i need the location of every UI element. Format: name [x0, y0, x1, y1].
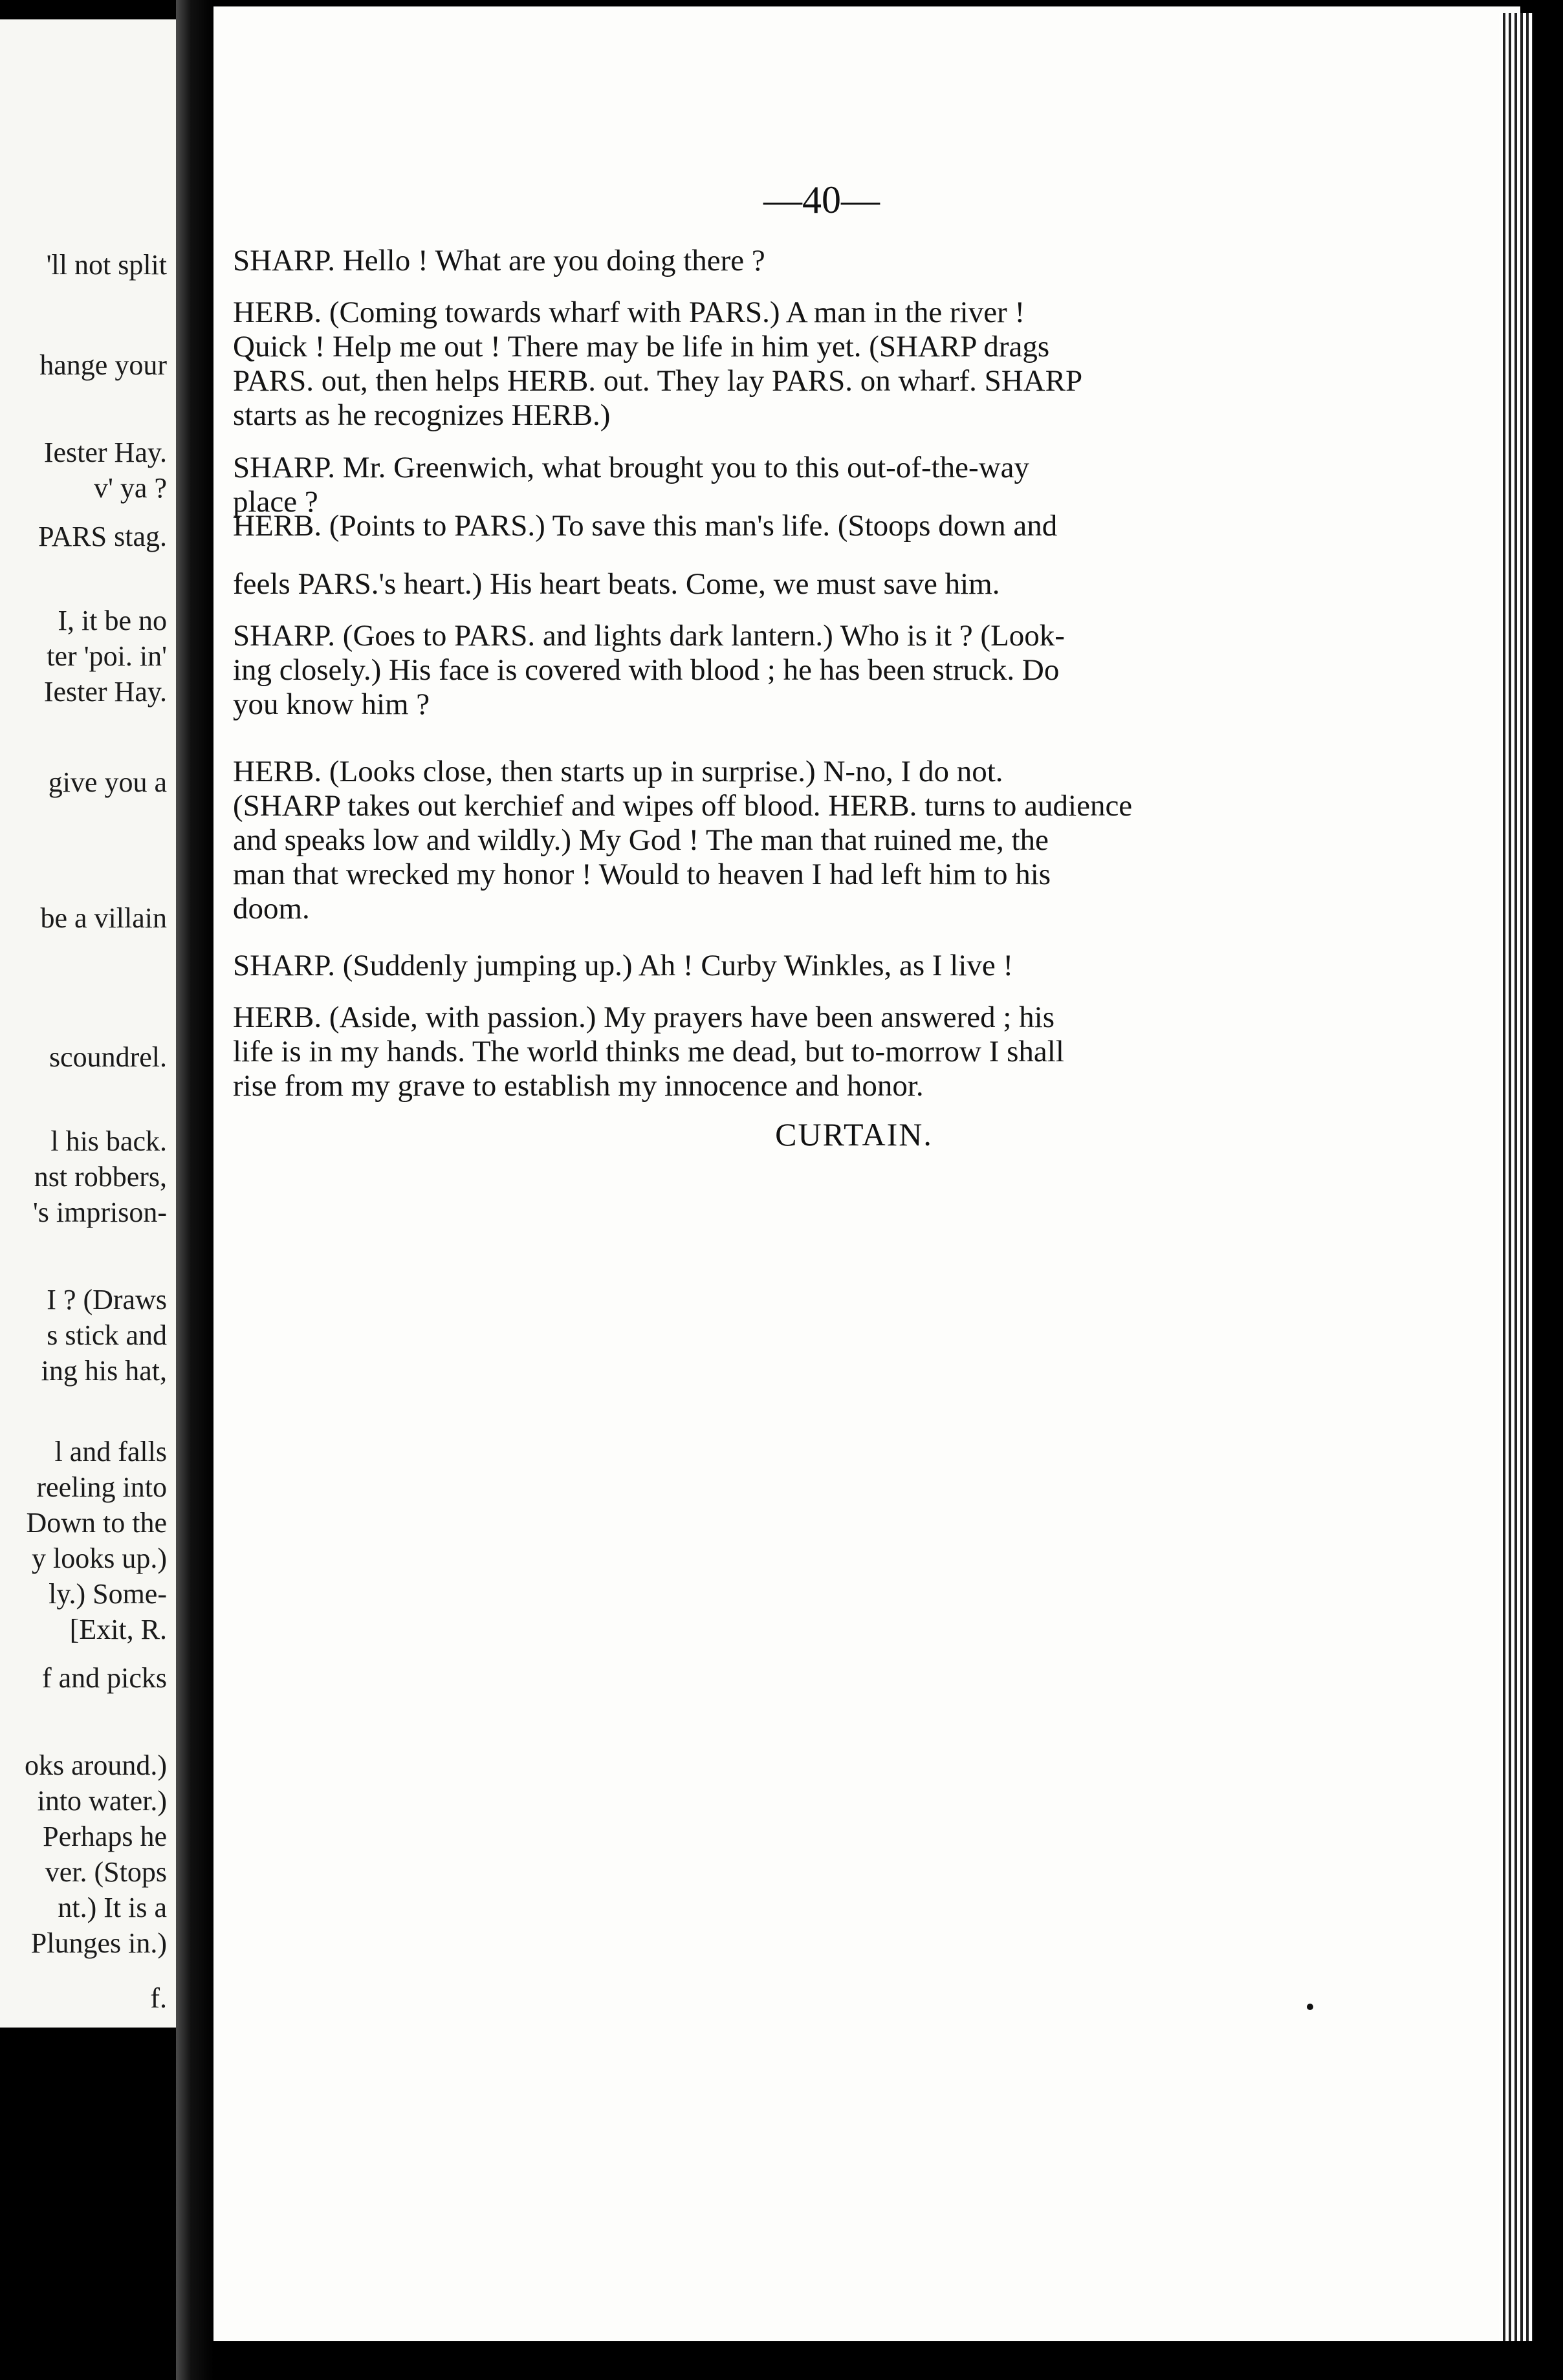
facing-text-line: 'll not split — [46, 249, 167, 281]
page — [213, 6, 1520, 2341]
text-line: place ? — [233, 485, 318, 519]
ink-speck — [1307, 2004, 1313, 2010]
facing-text-line: 's imprison- — [32, 1196, 167, 1228]
text-line: SHARP. (Suddenly jumping up.) Ah ! Curby Winkles, as I live ! — [233, 949, 1014, 982]
text-line: starts as he recognizes HERB.) — [233, 398, 611, 432]
facing-text-line: l and falls — [54, 1436, 167, 1467]
facing-text-line: Iester Hay. — [43, 437, 167, 468]
facing-text-line: I, it be no — [58, 605, 167, 636]
facing-text-line: v' ya ? — [94, 472, 167, 504]
facing-text-line: Plunges in.) — [30, 1927, 167, 1959]
text-line: and speaks low and wildly.) My God ! The man that ruined me, the — [233, 823, 1049, 857]
facing-page — [0, 19, 176, 2028]
facing-text-line: into water.) — [37, 1785, 167, 1817]
facing-text-line: ing his hat, — [41, 1355, 167, 1387]
curtain-heading: CURTAIN. — [775, 1116, 933, 1152]
facing-text-line: reeling into — [36, 1471, 167, 1503]
facing-text-line: Perhaps he — [43, 1821, 167, 1852]
text-line: HERB. (Points to PARS.) To save this man's life. (Stoops down and — [233, 509, 1058, 543]
facing-text-line: give you a — [48, 766, 167, 798]
text-line: PARS. out, then helps HERB. out. They lay PARS. on wharf. SHARP — [233, 364, 1083, 398]
book-gutter — [176, 0, 213, 2380]
facing-text-line: l his back. — [50, 1125, 167, 1157]
facing-text-line: f. — [150, 1982, 167, 2014]
text-line: doom. — [233, 892, 310, 925]
text-line: SHARP. (Goes to PARS. and lights dark lantern.) Who is it ? (Look- — [233, 619, 1065, 653]
text-line: you know him ? — [233, 687, 430, 721]
text-line: feels PARS.'s heart.) His heart beats. Come, we must save him. — [233, 567, 1000, 601]
facing-text-line: ver. (Stops — [45, 1856, 167, 1888]
page-edges — [1500, 13, 1533, 2341]
facing-text-line: ly.) Some- — [49, 1578, 167, 1610]
text-line: (SHARP takes out kerchief and wipes off blood. HERB. turns to audience — [233, 789, 1133, 823]
facing-text-line: s stick and — [47, 1319, 167, 1351]
facing-text-line: I ? (Draws — [47, 1284, 167, 1315]
page-number: —40— — [763, 178, 880, 221]
facing-text-line: ter 'poi. in' — [47, 640, 167, 672]
text-line: life is in my hands. The world thinks me dead, but to-morrow I shall — [233, 1035, 1064, 1068]
text-line: rise from my grave to establish my innocence and honor. — [233, 1069, 924, 1103]
facing-text-line: PARS stag. — [38, 521, 167, 552]
text-line: ing closely.) His face is covered with blood ; he has been struck. Do — [233, 653, 1060, 687]
text-line: HERB. (Aside, with passion.) My prayers have been answered ; his — [233, 1001, 1055, 1034]
text-line: HERB. (Coming towards wharf with PARS.) A man in the river ! — [233, 296, 1025, 329]
facing-text-line: nst robbers, — [34, 1161, 167, 1193]
facing-text-line: [Exit, R. — [69, 1614, 167, 1645]
facing-text-line: nt.) It is a — [58, 1892, 167, 1923]
facing-text-line: y looks up.) — [32, 1542, 167, 1574]
text-line: SHARP. Hello ! What are you doing there ? — [233, 244, 765, 277]
facing-text-line: oks around.) — [25, 1749, 167, 1781]
text-line: SHARP. Mr. Greenwich, what brought you to this out-of-the-way — [233, 451, 1029, 484]
text-line: HERB. (Looks close, then starts up in surprise.) N-no, I do not. — [233, 755, 1003, 788]
facing-text-line: hange your — [39, 349, 167, 381]
text-line: Quick ! Help me out ! There may be life in him yet. (SHARP drags — [233, 330, 1050, 363]
facing-text-line: scoundrel. — [49, 1041, 167, 1073]
facing-text-line: Iester Hay. — [43, 676, 167, 708]
facing-text-line: Down to the — [26, 1507, 167, 1539]
facing-text-line: be a villain — [40, 902, 167, 934]
facing-text-line: f and picks — [41, 1662, 167, 1694]
text-line: man that wrecked my honor ! Would to heaven I had left him to his — [233, 858, 1051, 891]
